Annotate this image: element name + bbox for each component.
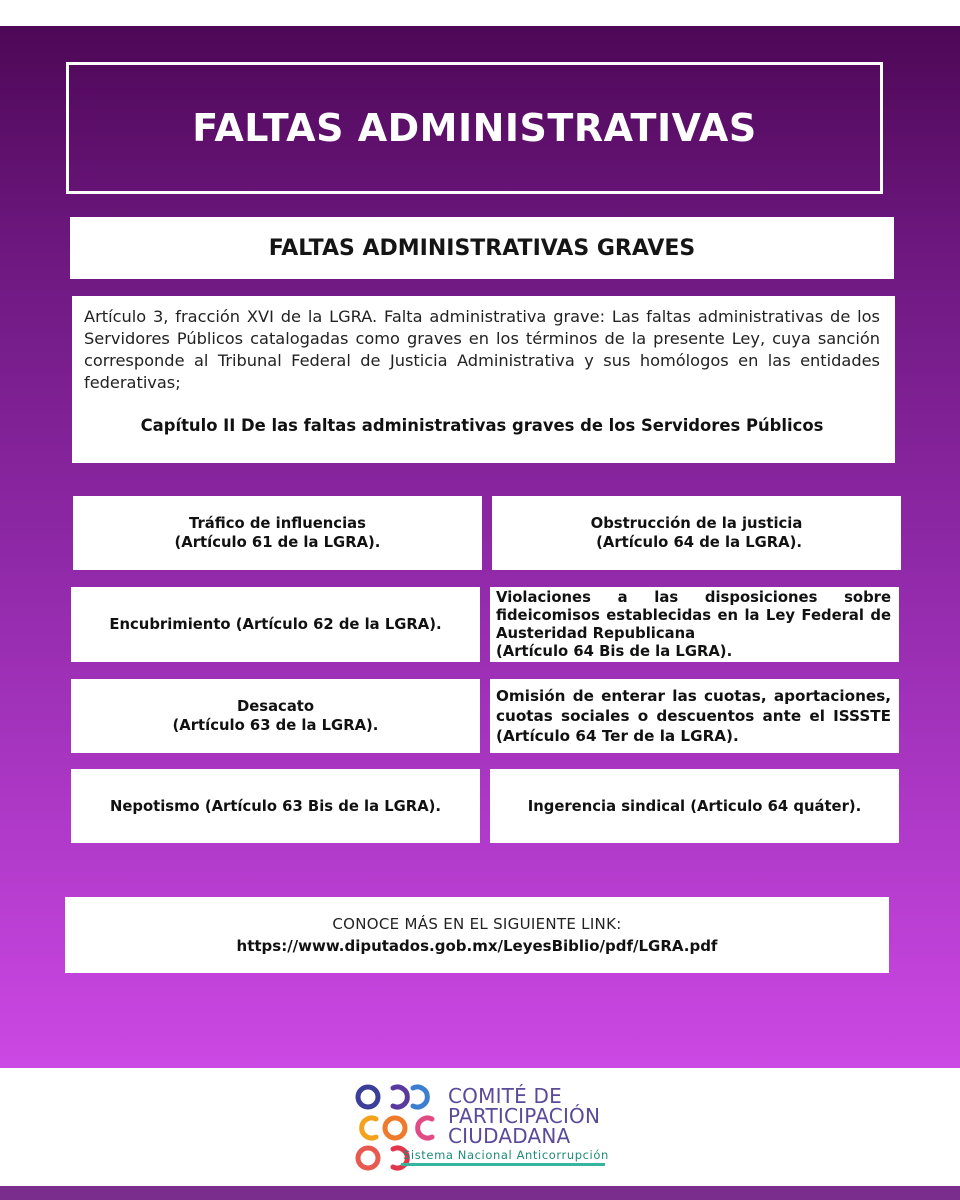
link-label: CONOCE MÁS EN EL SIGUIENTE LINK: <box>332 915 622 933</box>
logo-subtitle: Sistema Nacional Anticorrupción <box>403 1148 609 1162</box>
falta-line: Tráfico de influencias <box>189 515 366 532</box>
bottom-strip <box>0 1186 960 1200</box>
falta-card-violaciones-fideicomisos <box>490 587 899 662</box>
falta-card-obstruccion-justicia <box>492 496 901 570</box>
falta-card-desacato <box>71 679 480 753</box>
falta-line: Omisión de enterar las cuotas, aportaciones, cuotas sociales o descuentos ante el ISSSTE (Artículo 64 Ter de la LGRA). <box>496 687 891 745</box>
falta-line: Desacato <box>236 698 315 715</box>
falta-card-omision-cuotas <box>490 679 899 753</box>
falta-card-nepotismo <box>71 769 480 843</box>
logo-line-3: CIUDADANA <box>448 1124 571 1148</box>
logo-wordmark <box>448 1086 600 1146</box>
article-box <box>72 296 895 463</box>
top-strip <box>0 0 960 26</box>
falta-card-trafico-influencias <box>73 496 482 570</box>
falta-card-ingerencia-sindical <box>490 769 899 843</box>
section-subtitle: FALTAS ADMINISTRATIVAS GRAVES <box>268 235 696 261</box>
falta-line: Ingerencia sindical (Articulo 64 quáter). <box>527 797 862 815</box>
title-box <box>66 62 883 194</box>
logo-underline <box>401 1163 605 1166</box>
chapter-heading: Capítulo II De las faltas administrativas graves de los Servidores Públicos <box>140 416 824 435</box>
falta-line: (Artículo 64 Bis de la LGRA). <box>496 642 733 660</box>
falta-card-encubrimiento <box>71 587 480 662</box>
logo-line-2: PARTICIPACIÓN <box>448 1104 601 1128</box>
falta-line: (Artículo 61 de la LGRA). <box>174 534 381 551</box>
falta-line: Violaciones a las disposiciones sobre fideicomisos establecidas en la Ley Federal de Austeridad Republicana <box>496 588 891 642</box>
footer <box>0 1068 960 1186</box>
falta-line: (Artículo 63 de la LGRA). <box>172 717 379 734</box>
link-box <box>65 897 889 973</box>
falta-line: Nepotismo (Artículo 63 Bis de la LGRA). <box>109 797 442 815</box>
falta-line: (Artículo 64 de la LGRA). <box>590 534 803 551</box>
logo-line-1: COMITÉ DE <box>448 1084 562 1108</box>
article-text: Artículo 3, fracción XVI de la LGRA. Falta administrativa grave: Las faltas administrativas de los Servidores Públicos catalogadas como graves en los términos de la presente Ley, cuya sanción corresponde al Tribunal Federal de Justicia Administrativa y sus homólogos en las entidades federativas; <box>84 307 880 392</box>
lgra-link[interactable]: https://www.diputados.gob.mx/LeyesBiblio/pdf/LGRA.pdf <box>236 937 718 955</box>
subtitle-box <box>70 217 894 279</box>
page-title: FALTAS ADMINISTRATIVAS <box>192 106 757 150</box>
falta-line: Obstrucción de la justicia <box>590 515 803 532</box>
falta-line: Encubrimiento (Artículo 62 de la LGRA). <box>109 616 442 633</box>
